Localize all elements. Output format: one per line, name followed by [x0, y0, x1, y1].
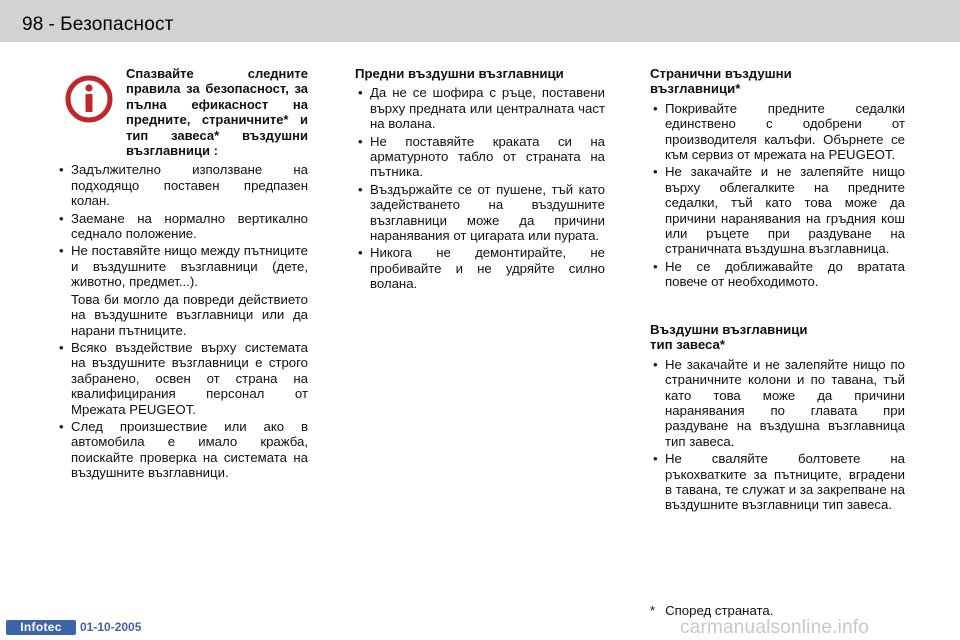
list-item: • Не поставяйте краката си на арматурното табло от страната на пътника. — [355, 134, 605, 180]
list-item: • След произшествие или ако в автомобила е имало кражба, поискайте проверка на системата на въздушните възглавници. — [56, 419, 308, 481]
page-header — [0, 0, 960, 42]
footer-date: 01-10-2005 — [80, 620, 142, 634]
curtain-title-line1: Въздушни възглавници — [650, 322, 808, 337]
list-item: • Да не се шофира с ръце, поставени върху предната или централната част на волана. — [355, 85, 605, 131]
curtain-airbags-list — [650, 357, 905, 513]
curtain-airbags-title — [650, 322, 905, 353]
list-item: • Заемане на нормално вертикално седнало положение. — [56, 211, 308, 242]
watermark: carmanualsonline.info — [680, 617, 870, 638]
list-item: • Покривайте предните седалки единствено с одобрени от производителя калъфи. Обърнете се към сервиз от мрежата на PEUGEOT. — [650, 101, 905, 163]
side-airbags-column — [650, 66, 905, 292]
list-item: • Не сваляйте болтовете на ръкохватките за пътниците, вградени в тавана, те служат и за закрепване на въздушните възглавници тип завеса. — [650, 451, 905, 513]
page-title: Безопасност — [60, 14, 174, 35]
front-airbags-column — [355, 66, 605, 294]
list-item: • Не поставяйте нищо между пътниците и въздушните възглавници (дете, животно, предмет...). — [56, 243, 308, 289]
list-item-continuation: Това би могло да повреди действието на въздушните възглавници или да нарани пътниците. — [71, 291, 308, 338]
curtain-airbags-column — [650, 322, 905, 515]
infotec-logo: Infotec — [6, 620, 76, 635]
page-header-text — [22, 14, 174, 36]
front-airbags-title: Предни въздушни възглавници — [355, 66, 564, 81]
safety-rules-list — [56, 162, 308, 289]
list-item: • Задължително използване на подходящо поставен предпазен колан. — [56, 162, 308, 208]
list-item: • Всяко въздействие върху системата на въздушните възглавници е строго забранено, освен от страна на квалифицирания персонал от Мрежата PEUGEOT. — [56, 340, 308, 417]
curtain-title-line2: тип завеса* — [650, 337, 725, 353]
front-airbags-list — [355, 85, 605, 291]
list-item: • Не се доближавайте до вратата повече от необходимото. — [650, 259, 905, 290]
warning-block — [56, 66, 308, 162]
side-airbags-list — [650, 101, 905, 290]
footnote-marker: * — [650, 603, 656, 618]
list-item: • Никога не демонтирайте, не пробивайте и не удряйте силно волана. — [355, 245, 605, 291]
footnote — [650, 603, 773, 618]
side-airbags-title: Странични въздушни възглавници* — [650, 66, 792, 97]
safety-rules-list-2 — [56, 340, 308, 481]
list-item: • Не закачайте и не залепяйте нищо по страничните колони и по тавана, тъй като това може да причини наранявания по главата при раздуване на въздушна възглавница тип завеса. — [650, 357, 905, 449]
footnote-text: Според страната. — [665, 603, 774, 618]
safety-rules-column — [56, 66, 308, 483]
list-item: • Въздържайте се от пушене, тъй като задействането на въздушните възглавници може да причини наранявания от цигарата или пурата. — [355, 182, 605, 244]
list-item: • Не закачайте и не залепяйте нищо върху облегалките на предните седалки, тъй като това може да причини наранявания на гръдния кош или ръцете при раздуване на страничната въздушна възглавница. — [650, 164, 905, 256]
header-separator: - — [48, 14, 56, 35]
page-number: 98 — [22, 14, 44, 35]
warning-title: Спазвайте следните правила за безопасност, за пълна ефикасност на предните, страничните* и тип завеса* въздушни възглавници : — [126, 66, 308, 159]
info-icon — [64, 74, 114, 124]
